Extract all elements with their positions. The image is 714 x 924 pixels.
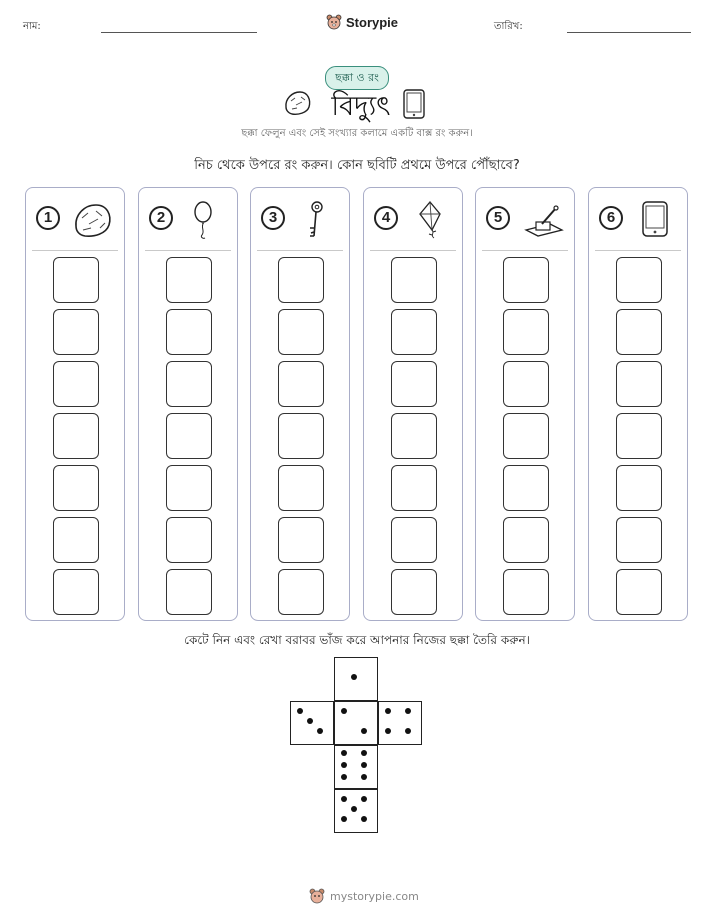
color-box[interactable] xyxy=(616,257,662,303)
column-2 xyxy=(138,187,238,621)
bear-icon xyxy=(309,888,325,904)
color-box[interactable] xyxy=(53,465,99,511)
rock-icon xyxy=(283,89,313,117)
color-box[interactable] xyxy=(53,361,99,407)
color-box[interactable] xyxy=(53,309,99,355)
column-3 xyxy=(250,187,350,621)
color-box[interactable] xyxy=(53,569,99,615)
kite-icon xyxy=(408,200,454,240)
color-box[interactable] xyxy=(391,309,437,355)
die-pip xyxy=(341,796,347,802)
tablet-icon xyxy=(633,200,679,240)
column-number: 4 xyxy=(374,206,398,230)
switch-icon xyxy=(520,200,566,240)
color-box[interactable] xyxy=(503,257,549,303)
color-box[interactable] xyxy=(166,517,212,563)
page-title: বিদ্যুৎ xyxy=(331,91,391,122)
color-box[interactable] xyxy=(391,257,437,303)
color-box[interactable] xyxy=(53,413,99,459)
name-label: নাম: xyxy=(23,21,41,32)
die-pip xyxy=(385,728,391,734)
die-pip xyxy=(361,816,367,822)
color-box[interactable] xyxy=(166,413,212,459)
column-number: 3 xyxy=(261,206,285,230)
die-pip xyxy=(361,796,367,802)
color-box[interactable] xyxy=(391,569,437,615)
die-pip xyxy=(341,708,347,714)
column-1 xyxy=(25,187,125,621)
brand-name: Storypie xyxy=(346,14,399,30)
column-divider xyxy=(370,250,456,251)
color-box[interactable] xyxy=(616,309,662,355)
color-box[interactable] xyxy=(616,517,662,563)
color-box[interactable] xyxy=(166,309,212,355)
die-pip xyxy=(361,762,367,768)
color-box[interactable] xyxy=(278,569,324,615)
die-face-1 xyxy=(334,657,378,701)
key-icon xyxy=(295,200,341,240)
color-box[interactable] xyxy=(278,517,324,563)
instruction: নিচ থেকে উপরে রং করুন। কোন ছবিটি প্রথমে উপরে পৌঁছাবে? xyxy=(194,158,520,173)
die-pip xyxy=(361,728,367,734)
column-number: 5 xyxy=(486,206,510,230)
name-line xyxy=(101,32,257,33)
brand-logo xyxy=(326,14,398,30)
die-face-5 xyxy=(334,789,378,833)
die-pip xyxy=(307,718,313,724)
color-box[interactable] xyxy=(278,257,324,303)
die-pip xyxy=(317,728,323,734)
die-pip xyxy=(341,762,347,768)
color-box[interactable] xyxy=(391,361,437,407)
color-box[interactable] xyxy=(53,517,99,563)
die-pip xyxy=(341,816,347,822)
cut-instruction: কেটে নিন এবং রেখা বরাবর ভাঁজ করে আপনার নিজের ছক্কা তৈরি করুন। xyxy=(184,633,530,647)
date-line xyxy=(567,32,691,33)
die-pip xyxy=(405,708,411,714)
color-box[interactable] xyxy=(166,257,212,303)
color-box[interactable] xyxy=(166,465,212,511)
color-box[interactable] xyxy=(503,517,549,563)
footer-url: mystorypie.com xyxy=(330,889,419,903)
die-face-3 xyxy=(290,701,334,745)
column-4 xyxy=(363,187,463,621)
column-number: 1 xyxy=(36,206,60,230)
die-pip xyxy=(297,708,303,714)
color-box[interactable] xyxy=(616,569,662,615)
column-number: 2 xyxy=(149,206,173,230)
column-number: 6 xyxy=(599,206,623,230)
color-box[interactable] xyxy=(278,465,324,511)
die-pip xyxy=(351,806,357,812)
color-box[interactable] xyxy=(166,569,212,615)
color-box[interactable] xyxy=(503,309,549,355)
die-face-2 xyxy=(334,701,378,745)
die-pip xyxy=(341,750,347,756)
column-divider xyxy=(482,250,568,251)
color-box[interactable] xyxy=(278,309,324,355)
column-6 xyxy=(588,187,688,621)
balloon-icon xyxy=(183,200,229,240)
die-pip xyxy=(361,774,367,780)
die-face-6 xyxy=(334,745,378,789)
column-5 xyxy=(475,187,575,621)
color-box[interactable] xyxy=(53,257,99,303)
footer xyxy=(309,888,419,904)
die-pip xyxy=(385,708,391,714)
die-pip xyxy=(405,728,411,734)
color-box[interactable] xyxy=(616,413,662,459)
column-divider xyxy=(145,250,231,251)
color-box[interactable] xyxy=(616,465,662,511)
color-box[interactable] xyxy=(278,361,324,407)
bear-icon xyxy=(326,14,342,30)
activity-badge: ছক্কা ও রং xyxy=(325,66,389,90)
subtitle: ছক্কা ফেলুন এবং সেই সংখ্যার কলামে একটি বাক্স রং করুন। xyxy=(241,128,473,139)
column-divider xyxy=(257,250,343,251)
date-label: তারিখ: xyxy=(494,21,523,32)
die-pip xyxy=(351,674,357,680)
column-divider xyxy=(595,250,681,251)
color-box[interactable] xyxy=(503,413,549,459)
color-box[interactable] xyxy=(278,413,324,459)
color-box[interactable] xyxy=(503,361,549,407)
column-divider xyxy=(32,250,118,251)
color-box[interactable] xyxy=(616,361,662,407)
color-box[interactable] xyxy=(166,361,212,407)
color-box[interactable] xyxy=(391,413,437,459)
die-face-4 xyxy=(378,701,422,745)
tablet-icon xyxy=(401,88,427,120)
color-box[interactable] xyxy=(503,465,549,511)
color-box[interactable] xyxy=(391,517,437,563)
color-box[interactable] xyxy=(391,465,437,511)
rock-icon xyxy=(70,200,116,240)
color-box[interactable] xyxy=(503,569,549,615)
die-pip xyxy=(341,774,347,780)
die-pip xyxy=(361,750,367,756)
